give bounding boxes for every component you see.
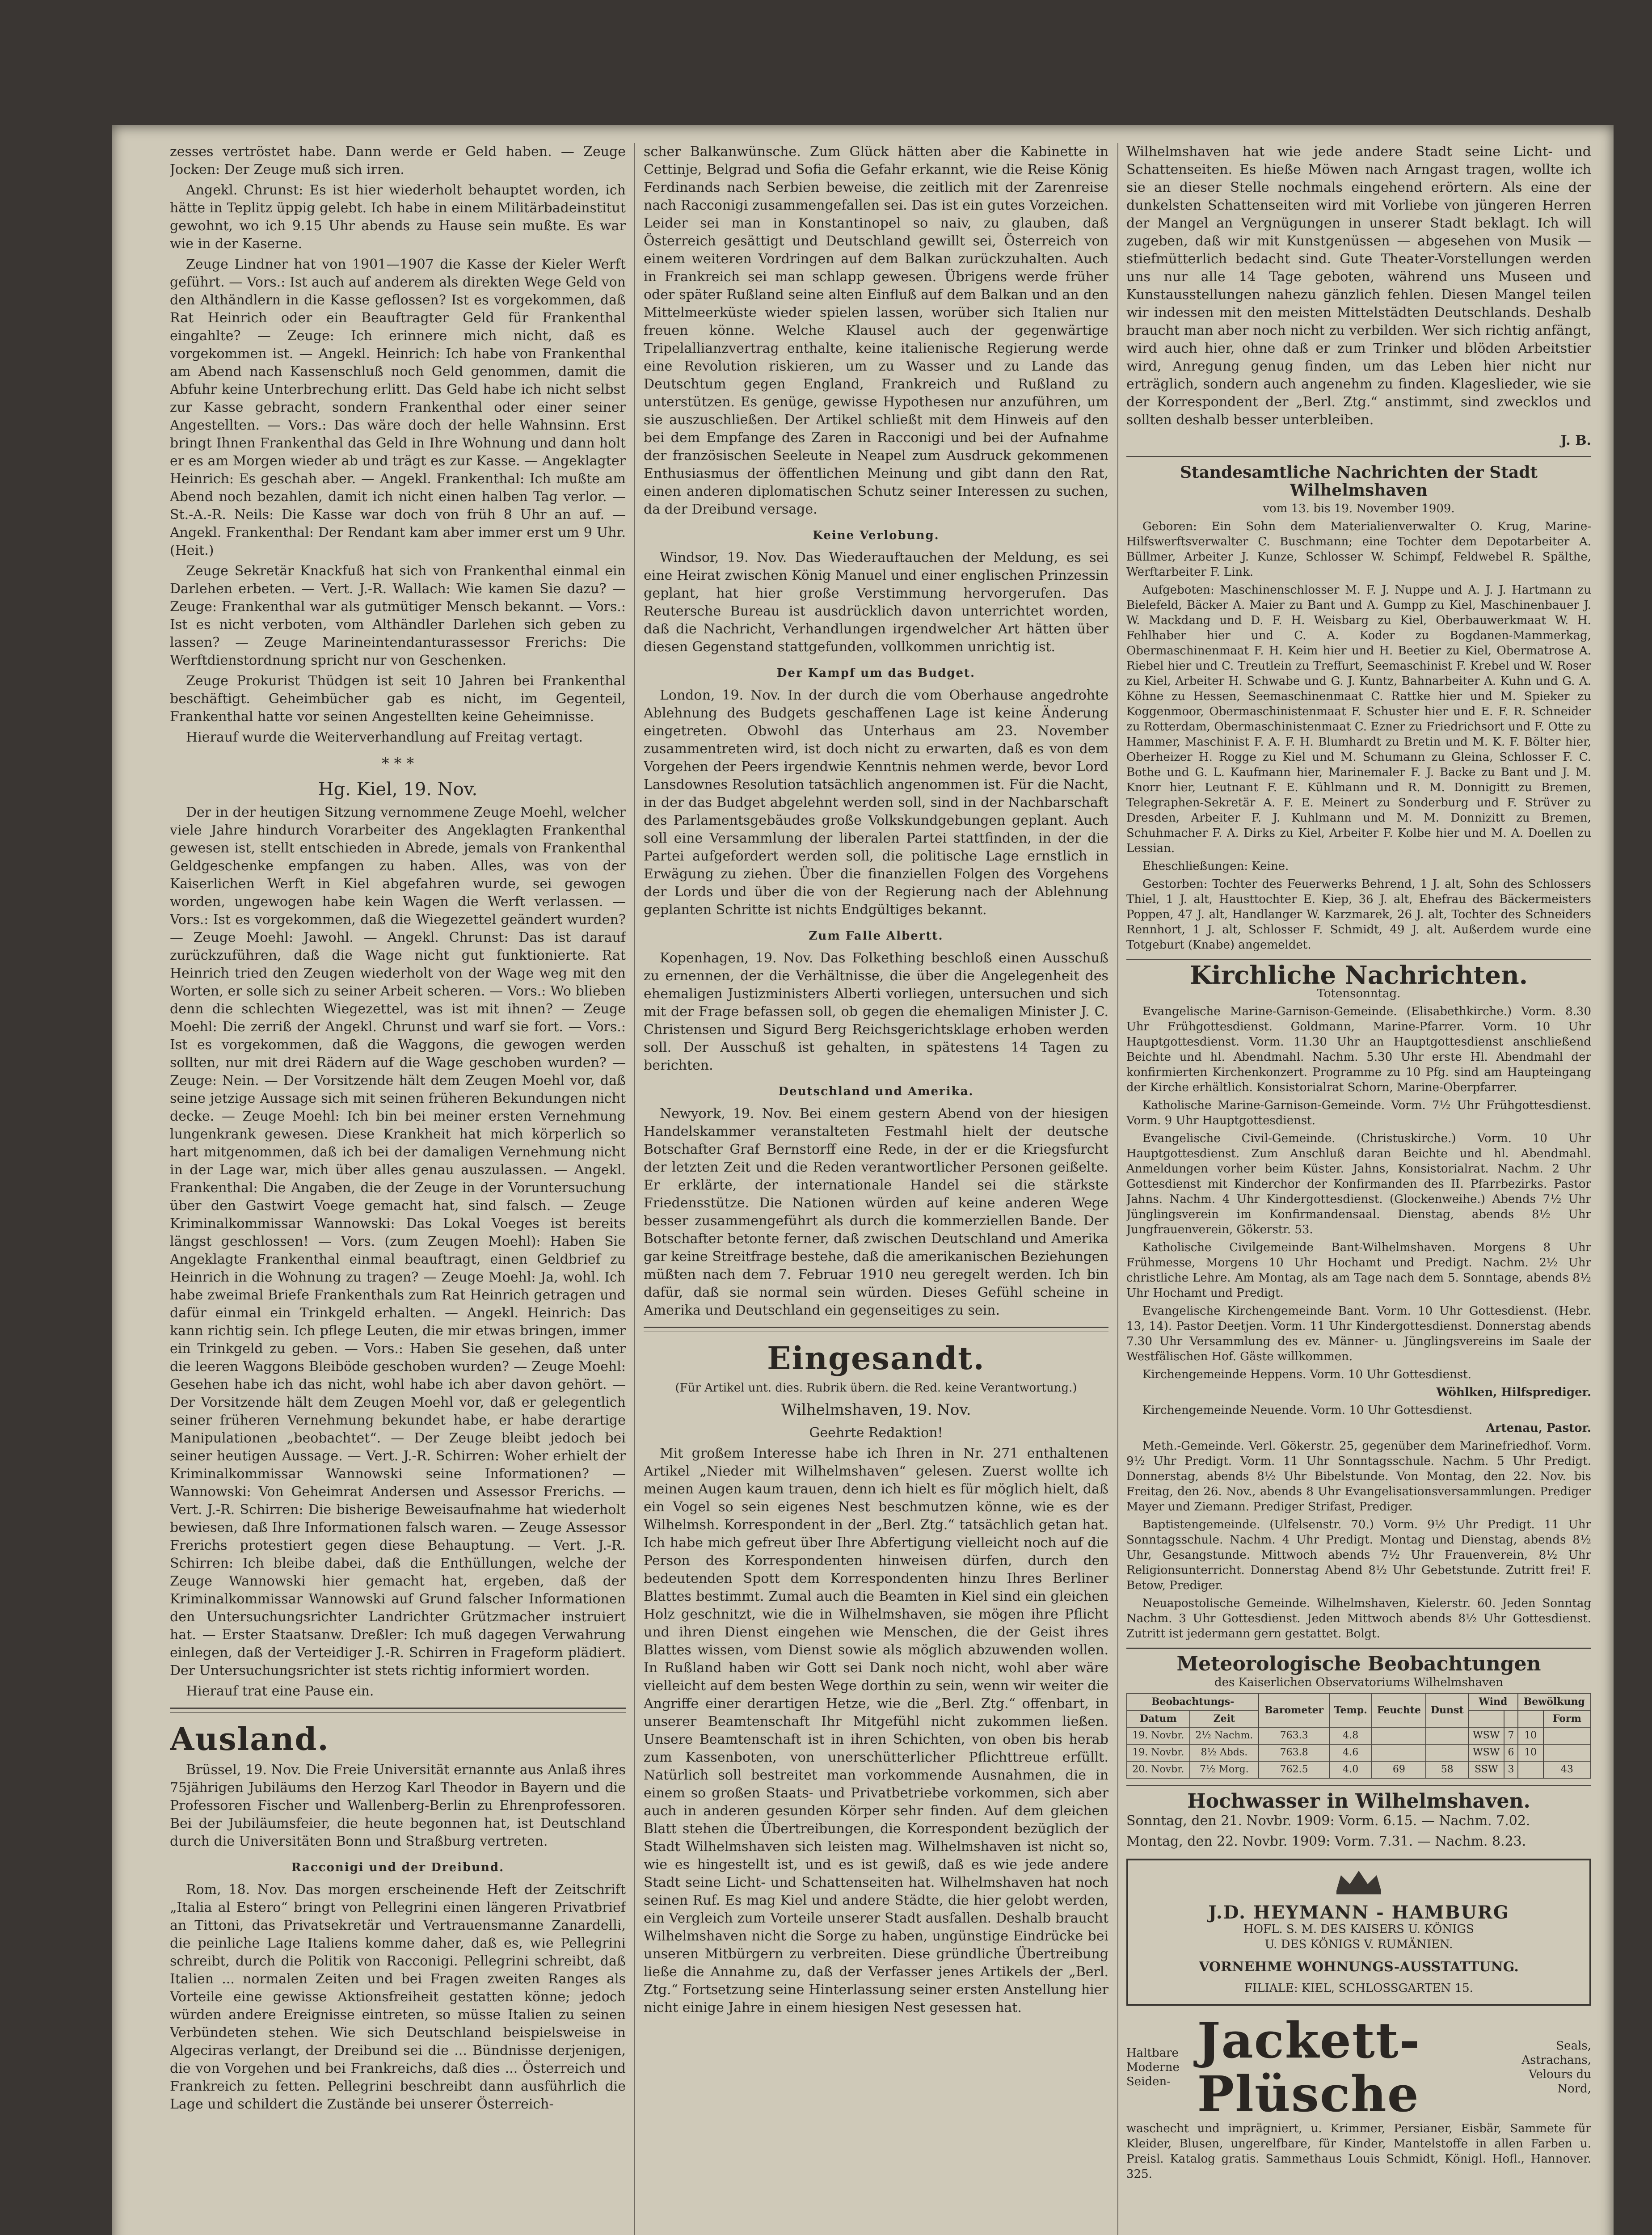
table-header: Dunst [1426, 1693, 1468, 1727]
table-header [1468, 1710, 1504, 1727]
divider [170, 1708, 626, 1713]
table-cell: WSW [1468, 1727, 1504, 1744]
table-cell: 10 [1518, 1744, 1543, 1761]
signature: Wöhlken, Hilfsprediger. [1436, 1386, 1591, 1399]
paragraph: Newyork, 19. Nov. Bei einem gestern Abend von der hiesigen Handelskammer veranstalteten Festmahl hielt der deutsche Botschafter Graf Bernstorff eine Rede, in der er die Kriegsfurcht der letzten Zeit und die Reden verantwortlicher Personen geißelte. Er erklärte, der internationale Handel sei die stärkste Friedensstütze. Die Nationen würden auf keine anderen Wege besser zusammengeführt als durch die kommerziellen Bande. Der Botschafter betonte ferner, daß zwischen Deutschland und Amerika gar keine Streitfrage bestehe, daß die amerikanischen Beziehungen müßten nach dem 7. Februar 1910 neu geregelt werden. Ich bin dafür, daß sie normal sein würden. Dieses Gefühl scheine in Amerika und Deutschland ein gegenseitiges zu sein. [644, 1106, 1108, 1318]
ad-headline: Jackett-Plüsche [1197, 2012, 1421, 2123]
advertisement-plush [1126, 2014, 1591, 2121]
table-cell [1426, 1744, 1468, 1761]
table-row [1127, 1761, 1591, 1778]
high-water-title: Hochwasser in Wilhelmshaven. [1187, 1790, 1530, 1813]
paragraph: Gestorben: Tochter des Feuerwerks Behrend, 1 J. alt, Sohn des Schlossers Thiel, 1 J. alt, Hausttochter E. Kiep, 36 J. alt, Ehefrau des Bäckermeisters Poppen, 47 J. alt, Handlanger W. Karzmarek, 26 J. alt, Tochter des Schneiders Rennhort, 1 J. alt, Schlosser F. Schmidt, 49 J. alt. Außerdem wurde eine Totgeburt (Knabe) angemeldet. [1126, 877, 1591, 952]
ad-side-text: Haltbare Moderne Seiden- [1126, 2046, 1180, 2088]
newspaper-page [112, 125, 1614, 2235]
paragraph: scher Balkanwünsche. Zum Glück hätten aber die Kabinette in Cettinje, Belgrad und Sofia die Gefahr erkannt, wie die Reise König Ferdinands nach Serbien beweise, die zeitlich mit der Zarenreise nach Racconigi zusammengefallen sei. Das ist ein gutes Vorzeichen. Leider sei man in Konstantinopel so naiv, zu glauben, daß Österreich gesättigt und Deutschland gewillt sei, Österreich von einem weiteren Vordringen auf dem Balkan zurückzuhalten. Auch in Frankreich sei man schlapp gewesen. Übrigens werde früher oder später Rußland seine alten Einfluß auf dem Balkan und an den Mittelmeerküste wieder spielen lassen, worüber sich Italien nur freuen könne. Welche Klausel auch der gegenwärtige Tripelallianzvertrag enthalte, keine italienische Regierung werde eine Revolution riskieren, um zu Wasser und zu Lande das Deutschtum gegen England, Frankreich und Rußland zu unterstützen. Es genüge, gewisse Hypothesen nur anzuführen, um sie auszuschließen. Der Artikel schließt mit dem Hinweis auf den bei dem Empfange des Zaren in Racconigi und bei der Aufnahme der französischen Seeleute in Neapel zum Ausdruck gekommenen Enthusiasmus der öffentlichen Meinung und gibt dann den Rat, einen anderen diplomatischen Schutz seiner Interessen zu suchen, da der Dreibund versage. [644, 144, 1108, 517]
weather-subtitle: des Kaiserlichen Observatoriums Wilhelmshaven [1214, 1676, 1503, 1689]
high-water-line: Sonntag, den 21. Novbr. 1909: Vorm. 6.15. — Nachm. 7.02. [1126, 1813, 1530, 1829]
paragraph: zesses vertröstet habe. Dann werde er Geld haben. — Zeuge Jocken: Der Zeuge muß sich irren. [170, 144, 626, 177]
advertisement-heymann [1126, 1859, 1591, 2006]
paragraph: Brüssel, 19. Nov. Die Freie Universität ernannte aus Anlaß ihres 75jährigen Jubiläums den Herzog Karl Theodor in Bayern und die Professoren Fischer und Wallenberg-Berlin zu Ehrenprofessoren. Bei der Jubiläumsfeier, die heute begonnen hat, ist Deutschland durch die Universitäten Bonn und Straßburg vertreten. [170, 1762, 626, 1849]
table-header: Datum [1127, 1710, 1190, 1727]
paragraph: Kopenhagen, 19. Nov. Das Folkething beschloß einen Ausschuß zu ernennen, der die Verhältnisse, die über die Angelegenheit des ehemaligen Justizministers Alberti vorliegen, untersuchen und sich mit der Frage befassen soll, ob gegen die ehemaligen Minister J. C. Christensen und Sigurd Berg Reichsgerichtsklage erhoben werden soll. Der Ausschuß ist gehalten, in spätestens 14 Tagen zu berichten. [644, 950, 1108, 1073]
subheading: Der Kampf um das Budget. [776, 666, 976, 680]
column-3 [1126, 143, 1591, 2235]
table-header: Beobachtungs- [1127, 1693, 1259, 1710]
paragraph: Neuapostolische Gemeinde. Wilhelmshaven, Kielerstr. 60. Jeden Sonntag Nachm. 3 Uhr Gottesdienst. Jeden Mittwoch abends 8½ Uhr Gottesdienst. Zutritt ist jedermann gern gestattet. Bolgt. [1126, 1597, 1591, 1640]
paragraph: Kirchengemeinde Heppens. Vorm. 10 Uhr Gottesdienst. [1142, 1368, 1471, 1381]
paragraph: Windsor, 19. Nov. Das Wiederauftauchen der Meldung, es sei eine Heirat zwischen König Manuel und einer englischen Prinzessin geplant, hat hier große Verstimmung hervorgerufen. Das Reutersche Bureau ist ausdrücklich davon unterrichtet worden, daß die Nachricht, Verhandlungen irgendwelcher Art hätten über diesen Gegenstand stattgefunden, vollkommen unrichtig ist. [644, 550, 1108, 655]
table-cell: 10 [1518, 1727, 1543, 1744]
table-cell: 19. Novbr. [1127, 1744, 1190, 1761]
table-cell: 2½ Nachm. [1190, 1727, 1259, 1744]
table-cell: 6 [1504, 1744, 1517, 1761]
subheading: Deutschland und Amerika. [778, 1085, 974, 1098]
table-cell: SSW [1468, 1761, 1504, 1778]
salutation: Geehrte Redaktion! [809, 1425, 943, 1441]
table-cell [1518, 1761, 1543, 1778]
separator-stars: * * * [381, 755, 414, 772]
table-header: Form [1543, 1710, 1591, 1727]
advertiser-slogan: VORNEHME WOHNUNGS-AUSSTATTUNG. [1199, 1959, 1519, 1975]
paragraph: Geboren: Ein Sohn dem Materialienverwalter O. Krug, Marine-Hilfswerftsverwalter C. Buschmann; eine Tochter dem Depotarbeiter A. Büllmer, Arbeiter J. Kunze, Schlosser W. Schimpf, Feldwebel R. Spälthe, Werftarbeiter F. Link. [1126, 520, 1591, 579]
table-cell: 763.8 [1259, 1744, 1329, 1761]
crown-icon [1332, 1868, 1386, 1895]
divider [1126, 1648, 1591, 1649]
divider [1126, 456, 1591, 457]
table-cell: 8½ Abds. [1190, 1744, 1259, 1761]
paragraph: Evangelische Civil-Gemeinde. (Christuskirche.) Vorm. 10 Uhr Hauptgottesdienst. Zum Anschluß daran Beichte und hl. Abendmahl. Anmeldungen vorher beim Küster. Jahns, Konsistorialrat. Nachm. 2 Uhr Gottesdienst mit Kinderchor der Konfirmanden des II. Pfarrbezirks. Pastor Jahns. Nachm. 4 Uhr Kindergottesdienst. (Glockenweihe.) Abends 7½ Uhr Jünglingsverein im Konfirmandensaal. Dienstag, abends 8½ Uhr Jungfrauenverein, Gökerstr. 53. [1126, 1132, 1591, 1236]
table-cell: 4.0 [1329, 1761, 1372, 1778]
table-header: Zeit [1190, 1710, 1259, 1727]
paragraph: Rom, 18. Nov. Das morgen erscheinende Heft der Zeitschrift „Italia al Estero“ bringt von Pellegrini einen längeren Privatbrief an Tittoni, das Privatsekretär und Vertrauensmanne Zanardelli, die peinliche Lage Italiens komme daher, daß es, wie Pellegrini schreibt, durch die Politik von Racconigi. Pellegrini schreibt, daß Italien ... normalen Zeiten und bei Fragen zweiten Ranges als Vorteile eine gewisse Aktionsfreiheit gestatten könne; jedoch würden andere Ereignisse eintreten, so müsse Italien zu seinen Verbündeten stehen. Wie sich Deutschland beispielsweise in Algeciras verlangt, der Dreibund sei die ... Bündnisse derjenigen, die von Vorgehen und bei Frankreichs, daß dies ... Österreich und Frankreich zu fetten. Pellegrini beschreibt dann ausführlich die Lage und schildert die Zustände bei unserer Österreich- [170, 1882, 626, 2112]
table-cell: 20. Novbr. [1127, 1761, 1190, 1778]
table-row [1127, 1727, 1591, 1744]
table-header: Barometer [1259, 1693, 1329, 1727]
paragraph: Zeuge Lindner hat von 1901—1907 die Kasse der Kieler Werft geführt. — Vors.: Ist auch auf anderem als direkten Wege Geld von den Althändlern in die Kasse geflossen? Ist es vorgekommen, daß Rat Heinrich oder ein Beauftragter Geld für Frankenthal eingahlte? — Zeuge: Ich erinnere mich nicht, daß es vorgekommen ist. — Angekl. Heinrich: Ich habe von Frankenthal am Abend nach Kassenschluß noch Geld genommen, damit die Abfuhr keine Unterbrechung erlitt. Das Geld habe ich nicht selbst zur Kasse gebracht, sondern Frankenthal oder einer seiner Angestellten. — Vors.: Das wäre doch der helle Wahnsinn. Erst bringt Ihnen Frankenthal das Geld in Ihre Wohnung und dann holt er es am Morgen wieder ab und trägt es zur Kasse. — Angeklagter Heinrich: Es geschah aber. — Angekl. Frankenthal: Ich mußte am Abend noch bezahlen, damit ich nicht einen halben Tag verlor. — St.-A.-R. Neils: Die Kasse war doch von früh 8 Uhr an auf. — Angekl. Frankenthal: Der Rendant kam aber immer erst um 9 Uhr. (Heit.) [170, 257, 626, 558]
table-header: Feuchte [1372, 1693, 1426, 1727]
section-title-eingesandt: Eingesandt. [767, 1340, 985, 1377]
paragraph: Mit großem Interesse habe ich Ihren in Nr. 271 enthaltenen Artikel „Nieder mit Wilhelmshaven“ gelesen. Zuerst wollte ich meinen Augen kaum trauen, denn ich hielt es für möglich hielt, daß ein Vogel so sein eigenes Nest beschmutzen könne, wie es der Wilhelmsh. Korrespondent in der „Berl. Ztg.“ tatsächlich getan hat. Ich habe mich gefreut über Ihre Abfertigung vielleicht noch auf die Person des Korrespondenten hinweisen dürfen, durch den bedeutenden Spott dem Korrespondenten hinzu Ihres Berliner Blattes bestimmt. Zumal auch die Beamten in Kiel sind ein gleichen Holz geschnitzt, wie die in Wilhelmshaven, sie mögen ihre Pflicht und ihren Dienst eingehen wie Menschen, die der Geist ihres Blattes wissen, vom Dienst sowie als möglich abzuwenden wollen. In Rußland haben wir Gott sei Dank noch nicht, wohl aber wäre vielleicht auf dem besten Wege dorthin zu sein, wenn wir weiter die Angriffe einer derartigen Hetze, wie die „Berl. Ztg.“ offenbart, in unserer Beamtenschaft Ihr Mitgefühl nicht zukommen ließen. Unsere Beamtenschaft ist in ihren Schichten, von oben bis herab zum Kassenboten, von unerschütterlicher Pflichttreue erfüllt. Natürlich soll bestreitet man vorkommende Ausnahmen, die in einem so großen Staats- und Privatbetriebe vorkommen, sich aber auch in anderen gesunden Körper sehr finden. Auf dem gleichen Blatt stehen die Übertreibungen, die Korrespondent bezüglich der Stadt Wilhelmshaven sich leisten mag. Wilhelmshaven ist nicht so, wie es hingestellt ist, und es ist gewiß, daß es wie jede andere Stadt seine Licht- und Schattenseiten hat. Wilhelmshaven hat noch seinen Ruf. Es mag Kiel und andere Städte, die hier gelobt werden, ein Vergleich zum Vorteile unserer Stadt ausfallen. Deshalb braucht Wilhelmshaven nicht die Sorge zu haben, ungünstige Eindrücke bei unseren Mitbürgern zu verbreiten. Diese gründliche Übertreibung ließe die Annahme zu, daß der Verfasser jenes Artikels der „Berl. Ztg.“ Fortsetzung seine Hinterlassung seiner ersten Anstellung hier nicht einige Jahre in einem hiesigen Nest gesessen hat. [644, 1446, 1108, 2016]
paragraph: Aufgeboten: Maschinenschlosser M. F. J. Nuppe und A. J. J. Hartmann zu Bielefeld, Bäcker A. Maier zu Bant und A. Gumpp zu Kiel, Maschinenbauer J. W. Mackdang und D. F. H. Weisbarg zu Kiel, Oberbauwerkmaat W. H. Fehlhaber hier und C. A. Koder zu Bogdanen-Mammerkag, Obermaschinenmaat F. H. Keim hier und H. Beetier zu Kiel, Obermatrose A. Riebel hier und C. Treutlein zu Treffurt, Seemaschinist F. Krebel und W. Roser zu Kiel, Arbeiter H. Schwabe und G. J. Kuntz, Bahnarbeiter A. Kuhn und G. A. Köhne zu Hessen, Seemaschinenmaat C. Rattke hier und M. Spieker zu Koggenmoor, Obermaschinistenmaat F. Schuster hier und E. F. R. Schneider zu Rotterdam, Obermaschinistenmaat C. Ezner zu Friedrichsort und F. Otte zu Hammer, Maschinist F. A. F. H. Blumhardt zu Bretin und M. K. F. Bölter hier, Oberheizer H. Rogge zu Kiel und M. Schumann zu Gleina, Schlosser F. C. Bothe und G. L. Kaufmann hier, Marinemaler F. J. Backe zu Bant und J. M. Knorr hier, Leutnant F. E. Kühlmann und R. M. Donnigitt zu Bremen, Telegraphen-Sekretär A. F. E. Meinert zu Sonderburg und F. Strüver zu Dresden, Arbeiter F. J. Kuhlmann und M. M. Donnizitt zu Bremen, Schuhmacher F. A. Dirks zu Kiel, Arbeiter F. Kolbe hier und M. A. Doellen zu Lessian. [1126, 583, 1591, 855]
table-cell: 4.8 [1329, 1727, 1372, 1744]
table-header: Temp. [1329, 1693, 1372, 1727]
paragraph: Evangelische Kirchengemeinde Bant. Vorm. 10 Uhr Gottesdienst. (Hebr. 13, 14). Pastor Deetjen. Vorm. 11 Uhr Kindergottesdienst. Donnerstag abends 7.30 Uhr Versammlung des ev. Männer- u. Jünglingsvereins im Saale der Westfälischen Hof. Gäste willkommen. [1126, 1304, 1591, 1363]
subheading: Racconigi und der Dreibund. [291, 1861, 505, 1874]
table-cell [1426, 1727, 1468, 1744]
table-cell [1372, 1727, 1426, 1744]
paragraph: Meth.-Gemeinde. Verl. Gökerstr. 25, gegenüber dem Marinefriedhof. Vorm. 9½ Uhr Predigt. Vorm. 11 Uhr Sonntagsschule. Nachm. 5 Uhr Predigt. Donnerstag, abends 8½ Uhr Bibelstunde. Von Montag, den 22. Nov. bis Freitag, den 26. Nov., abends 8 Uhr Evangelisationsversammlungen. Prediger Mayer und Ziemann. Prediger Strifast, Prediger. [1126, 1439, 1591, 1514]
paragraph: Der in der heutigen Sitzung vernommene Zeuge Moehl, welcher viele Jahre hindurch Vorarbeiter des Angeklagten Frankenthal gewesen ist, stellt entschieden in Abrede, jemals von Frankenthal Geldgeschenke empfangen zu haben. Alles, was von der Kaiserlichen Werft in Kiel abgefahren wurde, sei gewogen worden, ungewogen habe kein Wagen die Werft verlassen. — Vors.: Ist es vorgekommen, daß die Wiegezettel geändert wurden? — Zeuge Moehl: Jawohl. — Angekl. Chrunst: Das ist darauf zurückzuführen, daß die Wage nicht gut funktionierte. Rat Heinrich tried den Zeugen wiederholt von der Wage weg mit den Worten, er solle sich zu seiner Arbeit scheren. — Vors.: Wo blieben denn die schlechten Wiegezettel, was ist mit ihnen? — Zeuge Moehl: Die zerriß der Angekl. Chrunst und warf sie fort. — Vors.: Ist es vorgekommen, daß die Waggons, die gewogen werden sollten, nur mit drei Rädern auf die Wage geschoben wurden? — Zeuge: Nein. — Der Vorsitzende hält dem Zeugen Moehl vor, daß seine jetzige Aussage sich mit seinen früheren Bekundungen nicht decke. — Zeuge Moehl: Ich bin bei meiner ersten Vernehmung lungenkrank gewesen. Diese Krankheit hat mich körperlich so hart mitgenommen, daß ich bei der damaligen Vernehmung nicht in der Lage war, mich über alles genau auszulassen. — Angekl. Frankenthal: Die Angaben, die der Zeuge in der Voruntersuchung über den Gastwirt Voege gemacht hat, sind falsch. — Zeuge Kriminalkommissar Wannowski: Das Lokal Voeges ist bereits längst geschlossen! — Vors. (zum Zeugen Moehl): Haben Sie Angeklagte Frankenthal einmal beauftragt, einen Geldbrief zu Heinrich in die Wohnung zu tragen? — Zeuge Moehl: Ja, wohl. Ich habe zweimal Briefe Frankenthals zum Rat Heinrich getragen und dafür einmal ein Trinkgeld erhalten. — Angekl. Heinrich: Das kann richtig sein. Ich pflege Leuten, die mir etwas bringen, immer ein Trinkgeld zu geben. — Vors.: Haben Sie gesehen, daß unter die leeren Waggons Bleiböde geschoben wurden? — Zeuge Moehl: Gesehen habe ich das nicht, wohl habe ich aber davon gehört. — Der Vorsitzende hält dem Zeugen Moehl vor, daß er gelegentlich seiner früheren Vernehmung bekundet habe, er habe derartige Manipulationen „beobachtet“. — Der Zeuge bleibt jedoch bei seiner heutigen Aussage. — Vert. J.-R. Schirren: Woher erhielt der Kriminalkommissar Wannowski seine Informationen? — Wannowski: Von Geheimrat Andersen und Assessor Frerichs. — Vert. J.-R. Schirren: Die bisherige Beweisaufnahme hat wiederholt bewiesen, daß Ihre Informationen falsch waren. — Zeuge Assessor Frerichs protestiert gegen diese Behauptung. — Vert. J.-R. Schirren: Ich bleibe dabei, daß die Enthüllungen, welche der Zeuge Wannowski hier gemacht hat, ergeben, daß der Kriminalkommissar Wannowski auf Grund falscher Informationen den Untersuchungsrichter Landrichter Grützmacher instruiert hat. — Erster Staatsanw. Dreßler: Ich muß dagegen Verwahrung einlegen, daß der Verteidiger J.-R. Schirren in Frageform plädiert. Der Untersuchungsrichter ist stets richtig informiert worden. [170, 805, 626, 1678]
table-cell: 19. Novbr. [1127, 1727, 1190, 1744]
table-cell [1543, 1744, 1591, 1761]
civil-registry-title: Standesamtliche Nachrichten der Stadt Wilhelmshaven [1180, 463, 1538, 500]
paragraph: Wilhelmshaven hat wie jede andere Stadt seine Licht- und Schattenseiten. Es hieße Möwen nach Arngast tragen, wollte ich sie an dieser Stelle nochmals eingehend erörtern. Als eine der dunkelsten Schattenseiten wird mit Vorliebe von jüngeren Herren der Mangel an Vergnügungen in unserer Stadt beklagt. Ich will zugeben, daß wir mit Kunstgenüssen — abgesehen von Musik — stiefmütterlich bedacht sind. Gute Theater-Vorstellungen werden uns nur alle 14 Tage geboten, während uns Museen und Kunstausstellungen nahezu gänzlich fehlen. Diesen Mangel teilen wir indessen mit den meisten Mittelstädten Deutschlands. Deshalb braucht man aber noch nicht zu verbilden. Wer sich richtig anfängt, wird auch hier, ohne daß er zum Trinker und blöden Arbeitstier wird, Anregung genug finden, um das Leben hier nicht nur erträglich, sondern auch angenehm zu finden. Klageslieder, wie sie der Korrespondent der „Berl. Ztg.“ anstimmt, sind zwecklos und sollten deshalb besser unterbleiben. [1126, 144, 1591, 428]
column-rule [1117, 143, 1118, 2235]
table-cell [1543, 1727, 1591, 1744]
divider [644, 1327, 1108, 1332]
table-cell: 4.6 [1329, 1744, 1372, 1761]
church-news-title: Kirchliche Nachrichten. [1189, 961, 1528, 990]
column-rule [634, 143, 635, 2235]
paragraph: London, 19. Nov. In der durch die vom Oberhause angedrohte Ablehnung des Budgets geschaffenen Lage ist keine Änderung eingetreten. Obwohl das Unterhaus am 23. November zusammentreten wird, ist doch nicht zu erwarten, daß es von dem Vorgehen der Peers irgendwie Kenntnis nehmen werde, bevor Lord Lansdownes Resolution tatsächlich angenommen ist. Für die Nacht, in der das Budget abgelehnt werden soll, sind in der Nachbarschaft des Parlamentsgebäudes große Volkskundgebungen geplant. Auch soll eine Versammlung der liberalen Partei stattfinden, in der die Partei aufgefordert werden soll, die politische Lage ernstlich in Erwägung zu ziehen. Über die finanziellen Folgen des Vorgehens der Lords und über die von der Regierung nach der Ablehnung geplanten Schritte ist nichts Endgültiges bekannt. [644, 687, 1108, 918]
table-header [1518, 1710, 1543, 1727]
section-title-ausland: Ausland. [170, 1721, 329, 1758]
table-cell: WSW [1468, 1744, 1504, 1761]
table-cell: 7 [1504, 1727, 1517, 1744]
ad-side-text: Seals, Astrachans, Velours du Nord, [1521, 2039, 1591, 2096]
paragraph: Zeuge Prokurist Thüdgen ist seit 10 Jahren bei Frankenthal beschäftigt. Geheimbücher gab es nicht, im Gegenteil, Frankenthal hatte vor seinen Angestellten keine Geheimnisse. [170, 673, 626, 725]
table-cell [1372, 1744, 1426, 1761]
divider [1126, 1785, 1591, 1786]
weather-table [1126, 1693, 1591, 1779]
subheading: Keine Verlobung. [813, 529, 940, 542]
signature: J. B. [1560, 433, 1591, 448]
paragraph: Eheschließungen: Keine. [1142, 860, 1289, 873]
weather-title: Meteorologische Beobachtungen [1176, 1653, 1541, 1675]
paragraph: Katholische Marine-Garnison-Gemeinde. Vorm. 7½ Uhr Frühgottesdienst. Vorm. 9 Uhr Hauptgottesdienst. [1126, 1099, 1591, 1127]
subheading: Zum Falle Albertt. [809, 929, 944, 943]
table-header [1504, 1710, 1517, 1727]
dateline: Hg. Kiel, 19. Nov. [318, 779, 478, 800]
table-header: Bewölkung [1518, 1693, 1591, 1710]
paragraph: Zeuge Sekretär Knackfuß hat sich von Frankenthal einmal ein Darlehen erbeten. — Vert. J.-R. Wallach: Wie kamen Sie dazu? — Zeuge: Frankenthal war als gutmütiger Mensch bekannt. — Vors.: Ist es nicht verboten, vom Althändler Darlehen sich geben zu lassen? — Zeuge Marineintendanturassessor Frerichs: Die Werftdienstordnung spricht nur von Geschenken. [170, 563, 626, 668]
advertiser-name: J.D. HEYMANN - HAMBURG [1208, 1902, 1509, 1923]
advertiser-title: U. DES KÖNIGS V. RUMÄNIEN. [1264, 1938, 1453, 1951]
table-cell: 43 [1543, 1761, 1591, 1778]
table-cell: 3 [1504, 1761, 1517, 1778]
disclaimer: (Für Artikel unt. dies. Rubrik übern. die Red. keine Verantwortung.) [675, 1381, 1077, 1395]
signature: Artenau, Pastor. [1486, 1421, 1591, 1435]
table-row [1127, 1744, 1591, 1761]
table-header-row [1127, 1693, 1591, 1710]
table-cell: 762.5 [1259, 1761, 1329, 1778]
table-cell: 7½ Morg. [1190, 1761, 1259, 1778]
column-2 [644, 143, 1108, 2235]
paragraph: Angekl. Chrunst: Es ist hier wiederholt behauptet worden, ich hätte in Teplitz üppig gelebt. Ich habe in einem Militärbadeinstitut gewohnt, wo ich 9.15 Uhr abends zu Hause sein mußte. Es war wie in der Kaserne. [170, 182, 626, 252]
church-news-subtitle: Totensonntag. [1317, 987, 1401, 1000]
paragraph: Hierauf wurde die Weiterverhandlung auf Freitag vertagt. [186, 730, 583, 745]
advertiser-title: HOFL. S. M. DES KAISERS U. KÖNIGS [1243, 1923, 1474, 1936]
paragraph: Hierauf trat eine Pause ein. [186, 1683, 374, 1699]
advertiser-branch: FILIALE: KIEL, SCHLOSSGARTEN 15. [1244, 1982, 1473, 1995]
paragraph: Baptistengemeinde. (Ulfelsenstr. 70.) Vorm. 9½ Uhr Predigt. 11 Uhr Sonntagsschule. Nachm. 4 Uhr Predigt. Montag und Dienstag, abends 8½ Uhr, Gesangstunde. Mittwoch abends 7½ Uhr Frauenverein, 8½ Uhr Religionsunterricht. Donnerstag Abend 8½ Uhr Gebetstunde. Zutritt frei! F. Betow, Prediger. [1126, 1518, 1591, 1592]
paragraph: Kirchengemeinde Neuende. Vorm. 10 Uhr Gottesdienst. [1142, 1404, 1473, 1417]
ad-body: waschecht und imprägniert, u. Krimmer, Persianer, Eisbär, Sammete für Kleider, Blusen, ungerelfbare, für Kinder, Mantelstoffe in allen Farben u. Preisl. Katalog gratis. Sammethaus Louis Schmidt, Königl. Hofl., Hannover. 325. [1126, 2122, 1591, 2181]
table-cell: 58 [1426, 1761, 1468, 1778]
civil-registry-range: vom 13. bis 19. November 1909. [1263, 502, 1455, 515]
table-header: Wind [1468, 1693, 1518, 1710]
table-cell: 69 [1372, 1761, 1426, 1778]
paragraph: Evangelische Marine-Garnison-Gemeinde. (Elisabethkirche.) Vorm. 8.30 Uhr Frühgottesdienst. Goldmann, Marine-Pfarrer. Vorm. 10 Uhr Hauptgottesdienst. Vorm. 11.30 Uhr an Hauptgottesdienst anschließend Beichte und hl. Abendmahl. Nachm. 5.30 Uhr erste Hl. Abendmahl der konfirmierten Kirchenkonzert. Programme zu 10 Pfg. sind am Haupteingang der Kirche erhältlich. Konsistorialrat Schorn, Marine-Oberpfarrer. [1126, 1005, 1591, 1094]
paragraph: Katholische Civilgemeinde Bant-Wilhelmshaven. Morgens 8 Uhr Frühmesse, Morgens 10 Uhr Hochamt und Predigt. Nachm. 2½ Uhr christliche Lehre. Am Montag, als am Tage nach dem 5. Sonntage, abends 8½ Uhr Hochamt und Predigt. [1126, 1241, 1591, 1300]
table-cell: 763.3 [1259, 1727, 1329, 1744]
high-water-line: Montag, den 22. Novbr. 1909: Vorm. 7.31. — Nachm. 8.23. [1126, 1834, 1526, 1849]
divider [1126, 959, 1591, 960]
dateline: Wilhelmshaven, 19. Nov. [781, 1401, 971, 1419]
column-1 [170, 143, 626, 2235]
